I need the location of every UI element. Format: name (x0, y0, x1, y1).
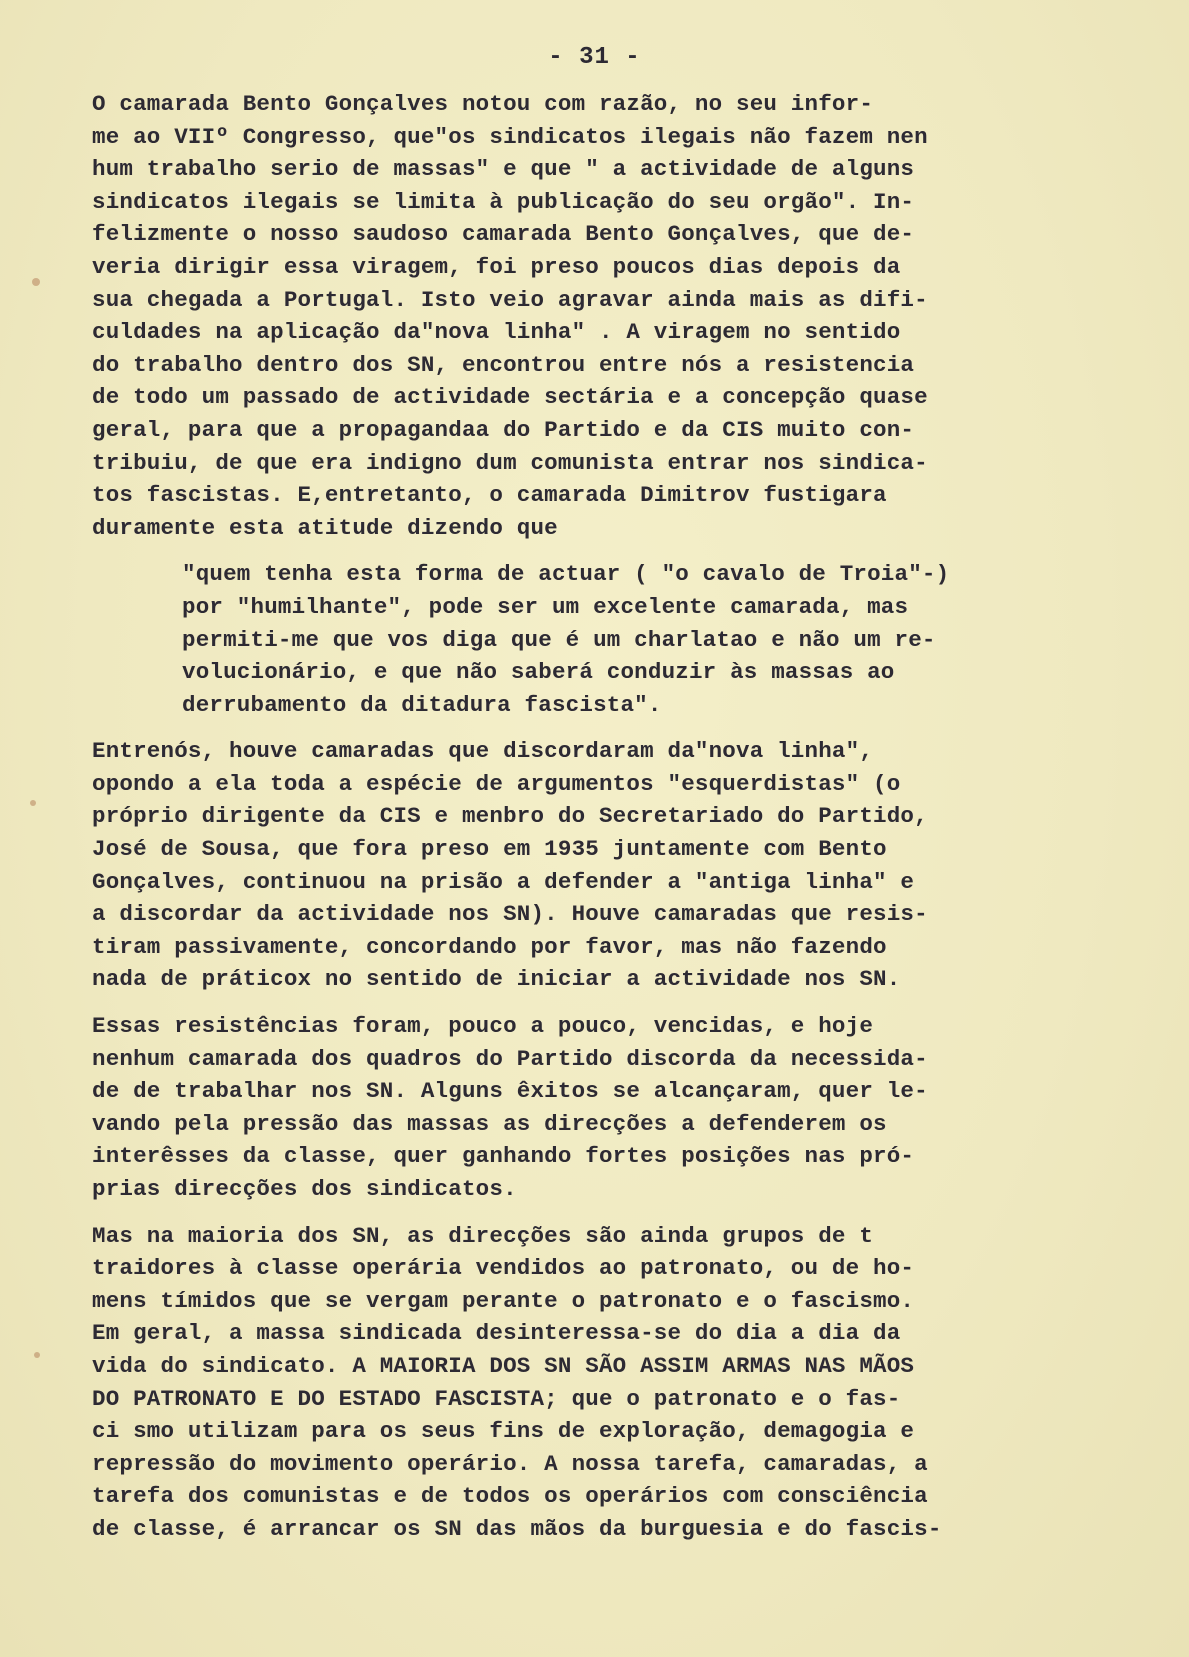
text-line: sua chegada a Portugal. Isto veio agravar ainda mais as difi- (92, 286, 928, 313)
text-line: Essas resistências foram, pouco a pouco, vencidas, e hoje (92, 1013, 874, 1040)
text-line: tiram passivamente, concordando por favor, mas não fazendo (92, 933, 887, 960)
text-line: opondo a ela toda a espécie de argumentos "esquerdistas" (o (92, 770, 901, 797)
quote-line: derrubamento da ditadura fascista". (182, 691, 662, 718)
paragraph-3 (92, 1010, 1152, 1206)
text-line: hum trabalho serio de massas" e que " a actividade de alguns (92, 156, 915, 183)
text-line: prias direcções dos sindicatos. (92, 1176, 517, 1202)
margin-mark (30, 800, 36, 806)
text-line: nada de práticox no sentido de iniciar a actividade nos SN. (92, 966, 901, 993)
quotation (182, 558, 1152, 721)
text-line: Entrenós, houve camaradas que discordaram da"nova linha", (92, 738, 874, 765)
quote-line: permiti-me que vos diga que é um charlatao e não um re- (182, 626, 936, 653)
text-line: do trabalho dentro dos SN, encontrou entre nós a resistencia (92, 351, 915, 378)
text-line: repressão do movimento operário. A nossa tarefa, camaradas, a (92, 1450, 928, 1477)
text-line: me ao VIIº Congresso, que"os sindicatos ilegais não fazem nen (92, 123, 928, 150)
text-line: de de trabalhar nos SN. Alguns êxitos se alcançaram, quer le- (92, 1078, 928, 1105)
text-line: de todo um passado de actividade sectária e a concepção quase (92, 384, 928, 411)
text-line: DO PATRONATO E DO ESTADO FASCISTA; que o patronato e o fas- (92, 1385, 901, 1412)
margin-mark (32, 278, 40, 286)
text-line: próprio dirigente da CIS e menbro do Secretariado do Partido, (92, 803, 928, 830)
quote-line: "quem tenha esta forma de actuar ( "o cavalo de Troia"-) (182, 561, 950, 588)
page-number: - 31 - (548, 44, 641, 71)
text-line: O camarada Bento Gonçalves notou com razão, no seu infor- (92, 91, 874, 117)
text-line: traidores à classe operária vendidos ao patronato, ou de ho- (92, 1255, 915, 1282)
text-line: veria dirigir essa viragem, foi preso poucos dias depois da (92, 253, 901, 280)
text-line: felizmente o nosso saudoso camarada Bento Gonçalves, que de- (92, 221, 915, 248)
text-line: nenhum camarada dos quadros do Partido discorda da necessida- (92, 1045, 928, 1072)
text-line: Gonçalves, continuou na prisão a defender a "antiga linha" e (92, 868, 915, 895)
text-line: geral, para que a propagandaa do Partido e da CIS muito con- (92, 416, 915, 443)
text-line: sindicatos ilegais se limita à publicação do seu orgão". In- (92, 188, 915, 215)
text-line: tribuiu, de que era indigno dum comunista entrar nos sindica- (92, 449, 928, 476)
quote-line: por "humilhante", pode ser um excelente camarada, mas (182, 593, 909, 620)
typed-text (92, 88, 1152, 1546)
quote-line: volucionário, e que não saberá conduzir às massas ao (182, 659, 895, 686)
paragraph-4 (92, 1220, 1152, 1546)
text-line: culdades na aplicação da"nova linha" . A viragem no sentido (92, 319, 901, 346)
text-line: ci smo utilizam para os seus fins de exploração, demagogia e (92, 1418, 915, 1445)
text-line: tos fascistas. E,entretanto, o camarada Dimitrov fustigara (92, 482, 887, 509)
text-line: mens tímidos que se vergam perante o patronato e o fascismo. (92, 1287, 915, 1314)
text-line: vida do sindicato. A MAIORIA DOS SN SÃO ASSIM ARMAS NAS MÃOS (92, 1352, 915, 1379)
text-line: a discordar da actividade nos SN). Houve camaradas que resis- (92, 901, 928, 928)
text-line: Em geral, a massa sindicada desinteressa-se do dia a dia da (92, 1320, 901, 1347)
paragraph-1 (92, 88, 1152, 544)
text-line: interêsses da classe, quer ganhando fortes posições nas pró- (92, 1143, 915, 1170)
text-line: tarefa dos comunistas e de todos os operários com consciência (92, 1483, 928, 1510)
margin-mark (34, 1352, 40, 1358)
paragraph-2 (92, 735, 1152, 996)
text-line: José de Sousa, que fora preso em 1935 juntamente com Bento (92, 836, 887, 863)
text-line: vando pela pressão das massas as direcções a defenderem os (92, 1110, 887, 1137)
text-line: de classe, é arrancar os SN das mãos da burguesia e do fascis- (92, 1515, 942, 1542)
text-line: Mas na maioria dos SN, as direcções são ainda grupos de t (92, 1222, 874, 1249)
text-line: duramente esta atitude dizendo que (92, 514, 558, 541)
